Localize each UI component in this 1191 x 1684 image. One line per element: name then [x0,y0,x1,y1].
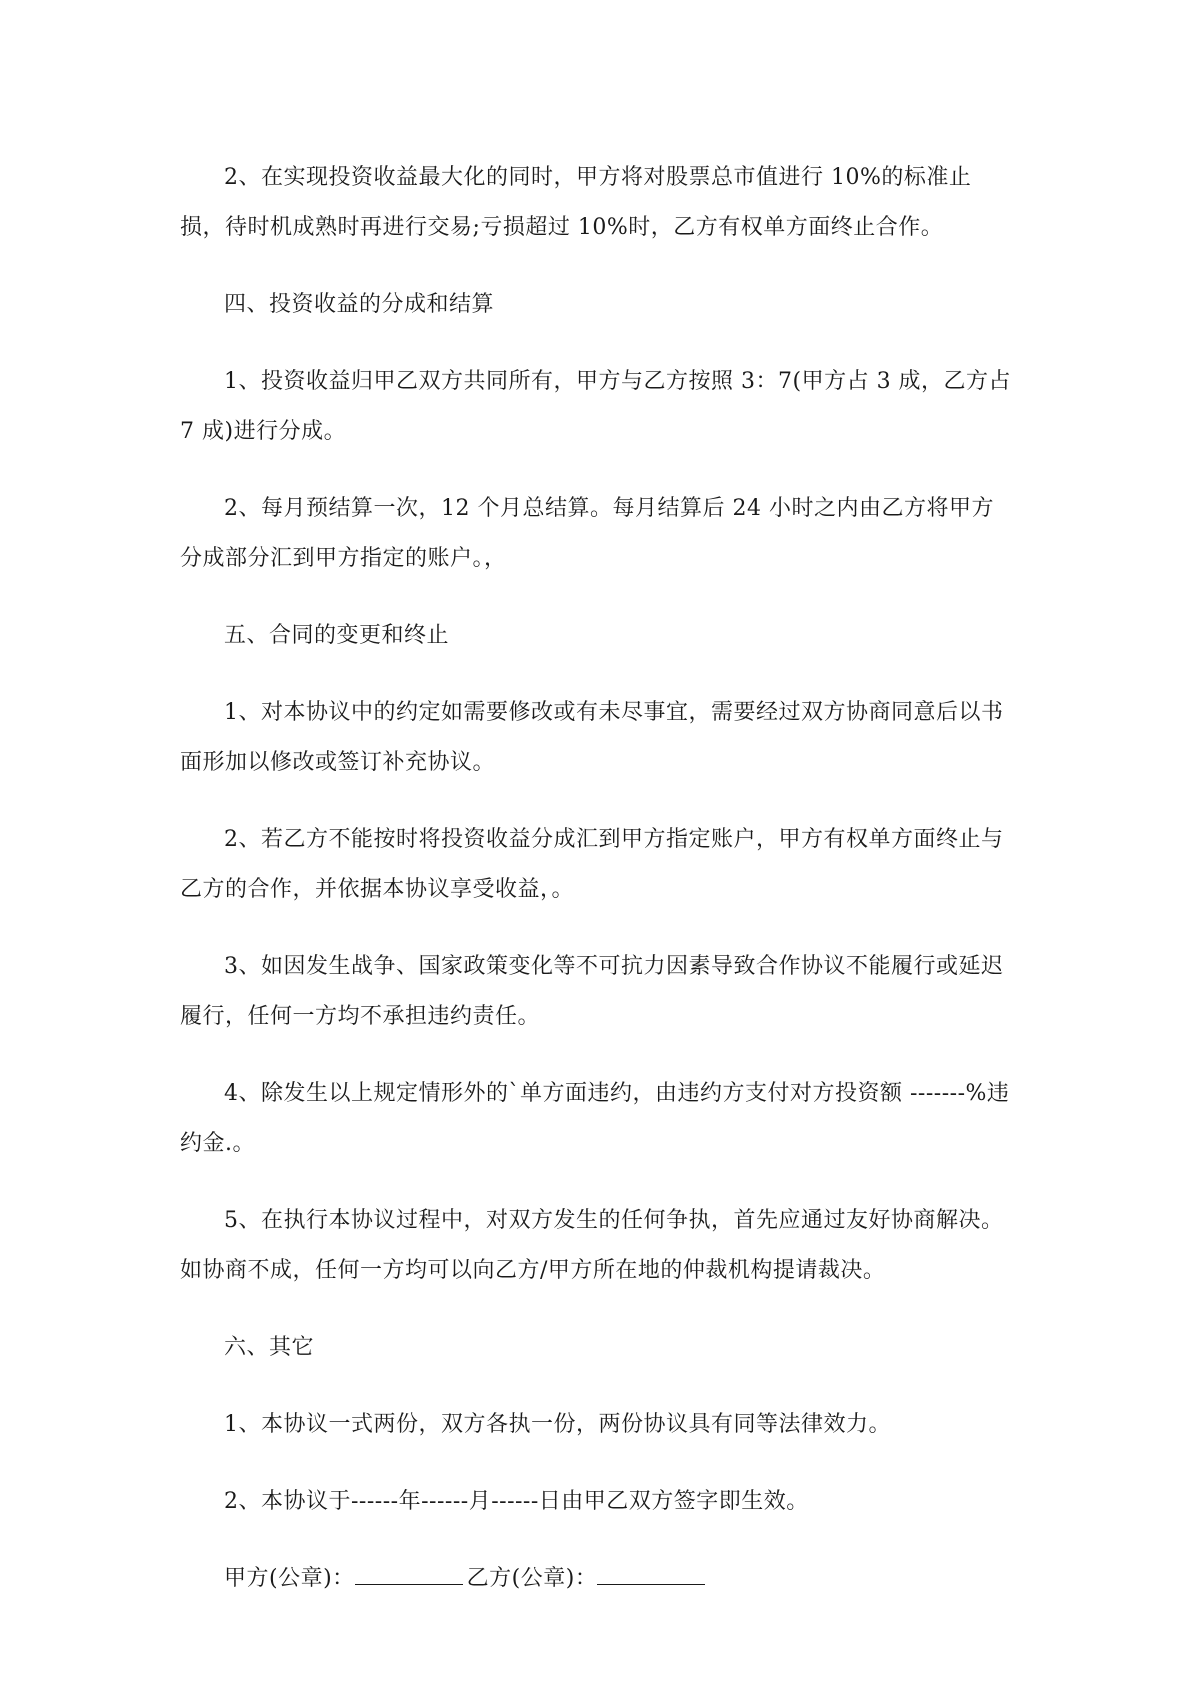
party-a-seal-label: 甲方(公章)： [224,1566,355,1591]
section-heading-other: 六、其它 [224,1335,315,1360]
section-heading-amendment-termination: 五、合同的变更和终止 [224,623,450,648]
paragraph-termination: 2、若乙方不能按时将投资收益分成汇到甲方指定账户，甲方有权单方面终止与乙方的合作，并依据本协议享受收益，。 [180,827,1004,902]
party-b-seal-blank[interactable] [597,1564,705,1585]
paragraph-force-majeure: 3、如因发生战争、国家政策变化等不可抗力因素导致合作协议不能履行或延迟履行，任何一方均不承担违约责任。 [180,954,1004,1029]
paragraph-stop-loss: 2、在实现投资收益最大化的同时，甲方将对股票总市值进行 10%的标准止损，待时机成熟时再进行交易;亏损超过 10%时，乙方有权单方面终止合作。 [180,165,972,240]
party-a-seal-blank[interactable] [355,1564,463,1585]
party-b-seal-label: 乙方(公章)： [466,1566,598,1591]
paragraph-settlement: 2、每月预结算一次，12 个月总结算。每月结算后 24 小时之内由乙方将甲方分成部分汇到甲方指定的账户。， [180,496,994,571]
paragraph-dispute: 5、在执行本协议过程中，对双方发生的任何争执，首先应通过友好协商解决。如协商不成，任何一方均可以向乙方/甲方所在地的仲裁机构提请裁决。 [180,1208,1004,1283]
document-body [180,153,1015,1604]
signature-line [180,1554,1015,1604]
paragraph-profit-ratio: 1、投资收益归甲乙双方共同所有，甲方与乙方按照 3：7(甲方占 3 成，乙方占 7 成)进行分成。 [180,369,1012,444]
paragraph-breach-penalty: 4、除发生以上规定情形外的`单方面违约，由违约方支付对方投资额 -------%违约金.。 [180,1081,1010,1156]
paragraph-copies: 1、本协议一式两份，双方各执一份，两份协议具有同等法律效力。 [224,1412,891,1437]
paragraph-amendment: 1、对本协议中的约定如需要修改或有未尽事宜，需要经过双方协商同意后以书面形加以修改或签订补充协议。 [180,700,1004,775]
paragraph-effective-date: 2、本协议于------年------月------日由甲乙双方签字即生效。 [224,1489,809,1514]
section-heading-profit-sharing: 四、投资收益的分成和结算 [224,292,495,317]
